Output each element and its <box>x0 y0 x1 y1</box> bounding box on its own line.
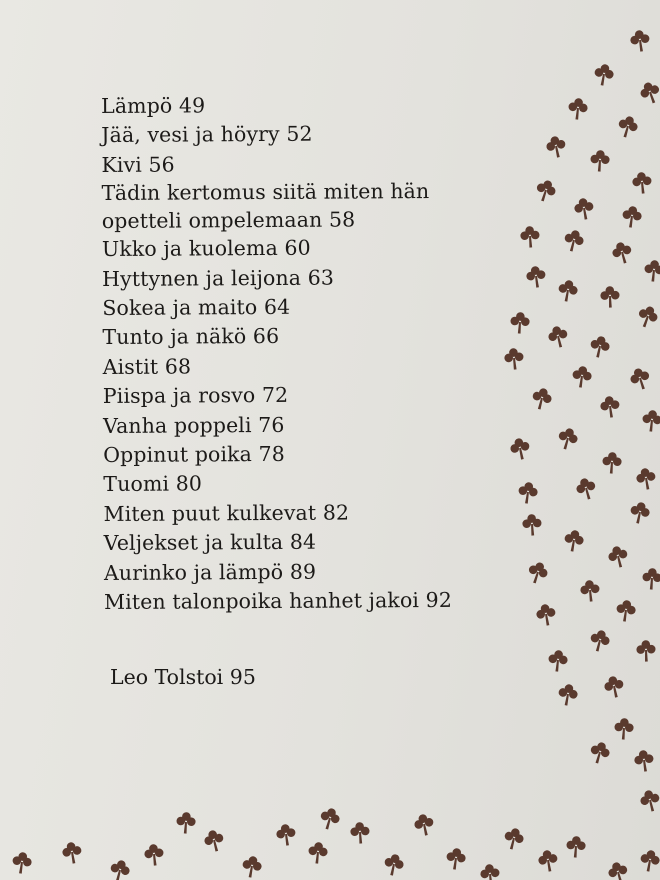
trefoil-ornament-icon <box>537 849 560 873</box>
trefoil-ornament-icon <box>525 560 550 586</box>
trefoil-ornament-icon <box>11 851 33 875</box>
trefoil-ornament-icon <box>639 849 660 873</box>
trefoil-ornament-icon <box>510 312 531 335</box>
trefoil-ornament-icon <box>571 365 593 389</box>
trefoil-ornament-icon <box>176 812 197 835</box>
toc-entry-page: 56 <box>148 152 175 177</box>
trefoil-ornament-icon <box>606 860 630 880</box>
trefoil-ornament-icon <box>628 500 651 525</box>
trefoil-ornament-icon <box>603 674 626 699</box>
trefoil-ornament-icon <box>563 529 586 553</box>
trefoil-ornament-icon <box>631 171 652 194</box>
trefoil-ornament-icon <box>241 855 264 879</box>
toc-entry-page: 84 <box>289 529 317 555</box>
toc-entry-page: 52 <box>286 122 313 147</box>
trefoil-ornament-icon <box>522 514 543 537</box>
trefoil-ornament-icon <box>633 749 655 773</box>
trefoil-ornament-icon <box>413 812 436 837</box>
trefoil-ornament-icon <box>557 279 580 303</box>
trefoil-ornament-icon <box>635 304 660 331</box>
trefoil-ornament-icon <box>629 29 651 53</box>
trefoil-ornament-icon <box>525 265 547 289</box>
trefoil-ornament-icon <box>530 386 554 411</box>
toc-entry-page: 64 <box>263 294 291 320</box>
trefoil-ornament-icon <box>593 63 616 87</box>
trefoil-ornament-icon <box>503 347 524 370</box>
trefoil-ornament-icon <box>588 334 611 359</box>
toc-entry-title: Miten puut kulkevat <box>103 500 317 526</box>
toc-entry-title: Aistit <box>102 354 159 379</box>
trefoil-ornament-icon <box>638 788 660 813</box>
toc-entry-title: Tuomi <box>103 472 170 497</box>
trefoil-ornament-icon <box>546 324 570 349</box>
author-entry-title: Leo Tolstoi <box>110 665 224 689</box>
toc-entry-title: Tädin kertomus siitä miten hän opetteli ompelemaan <box>101 179 430 233</box>
trefoil-ornament-icon <box>588 740 612 766</box>
toc-entry-title: Ukko ja kuolema <box>101 236 278 262</box>
trefoil-ornament-icon <box>350 822 371 845</box>
toc-entry-page: 80 <box>175 471 203 497</box>
trefoil-ornament-icon <box>616 114 640 140</box>
trefoil-ornament-icon <box>574 476 598 502</box>
trefoil-ornament-icon <box>318 806 342 832</box>
trefoil-ornament-icon <box>202 828 226 853</box>
trefoil-ornament-icon <box>557 683 580 707</box>
toc-entry-page: 72 <box>261 383 289 408</box>
trefoil-ornament-icon <box>562 228 586 253</box>
toc-entry-page: 63 <box>307 265 335 290</box>
toc-entry-title: Piispa ja rosvo <box>102 383 256 409</box>
toc-entry-page: 60 <box>284 235 311 261</box>
trefoil-ornament-icon <box>566 836 587 859</box>
trefoil-ornament-icon <box>628 366 653 392</box>
toc-entry-title: Jää, vesi ja höyry <box>101 122 280 148</box>
trefoil-ornament-icon <box>579 579 600 602</box>
trefoil-ornament-icon <box>614 718 635 741</box>
trefoil-ornament-icon <box>615 599 637 623</box>
trefoil-ornament-icon <box>638 80 660 107</box>
toc-entry-page: 78 <box>258 441 285 467</box>
trefoil-ornament-icon <box>635 467 658 491</box>
trefoil-ornament-icon <box>567 97 588 120</box>
trefoil-ornament-icon <box>545 134 568 159</box>
toc-entry-page: 58 <box>328 207 356 232</box>
trefoil-ornament-icon <box>520 226 541 249</box>
trefoil-ornament-icon <box>108 858 132 880</box>
trefoil-ornament-icon <box>547 649 568 672</box>
toc-entry-page: 76 <box>258 412 285 437</box>
toc-entry-page: 89 <box>289 559 317 584</box>
toc-entry-page: 49 <box>178 93 206 118</box>
trefoil-ornament-icon <box>533 178 558 204</box>
toc-entry-title: Miten talonpoika hanhet jakoi <box>104 588 420 615</box>
trefoil-ornament-icon <box>502 826 526 851</box>
trefoil-ornament-icon <box>642 568 660 591</box>
trefoil-ornament-icon <box>641 409 660 432</box>
toc-entry-title: Sokea ja maito <box>102 295 258 321</box>
trefoil-ornament-icon <box>556 426 580 452</box>
trefoil-ornament-icon <box>143 843 164 866</box>
trefoil-ornament-icon <box>636 640 656 662</box>
toc-entry-title: Kivi <box>101 152 142 177</box>
trefoil-ornament-icon <box>588 628 612 653</box>
toc-entry-title: Hyttynen ja leijona <box>102 265 302 291</box>
toc-entry-title: Aurinko ja lämpö <box>103 559 284 585</box>
trefoil-ornament-icon <box>445 847 467 871</box>
trefoil-ornament-icon <box>382 852 405 877</box>
trefoil-ornament-icon <box>479 863 500 880</box>
trefoil-ornament-icon <box>275 823 297 847</box>
trefoil-ornament-icon <box>610 240 634 266</box>
toc-entry-title: Veljekset ja kulta <box>103 530 284 556</box>
author-entry-page: 95 <box>229 665 256 689</box>
trefoil-ornament-icon <box>606 544 630 569</box>
toc-entry-page: 68 <box>164 354 192 379</box>
trefoil-ornament-icon <box>602 452 623 475</box>
toc-entry-title: Vanha poppeli <box>102 412 252 438</box>
trefoil-ornament-icon <box>599 395 621 419</box>
trefoil-ornament-icon <box>621 205 643 229</box>
trefoil-ornament-icon <box>509 436 532 461</box>
toc-entry-page: 66 <box>252 324 280 349</box>
toc-entry-title: Lämpö <box>101 93 173 118</box>
trefoil-ornament-icon <box>535 603 558 627</box>
trefoil-ornament-icon <box>573 197 596 221</box>
toc-entry-title: Oppinut poika <box>103 442 253 468</box>
trefoil-ornament-icon <box>600 286 620 308</box>
toc-entry-page: 82 <box>322 500 350 525</box>
trefoil-ornament-icon <box>517 481 539 505</box>
trefoil-ornament-icon <box>307 841 328 864</box>
trefoil-ornament-icon <box>590 150 611 173</box>
toc-entry-title: Tunto ja näkö <box>102 324 247 350</box>
trefoil-ornament-icon <box>643 259 660 282</box>
toc-entry-page: 92 <box>425 587 453 613</box>
trefoil-ornament-icon <box>61 841 84 865</box>
